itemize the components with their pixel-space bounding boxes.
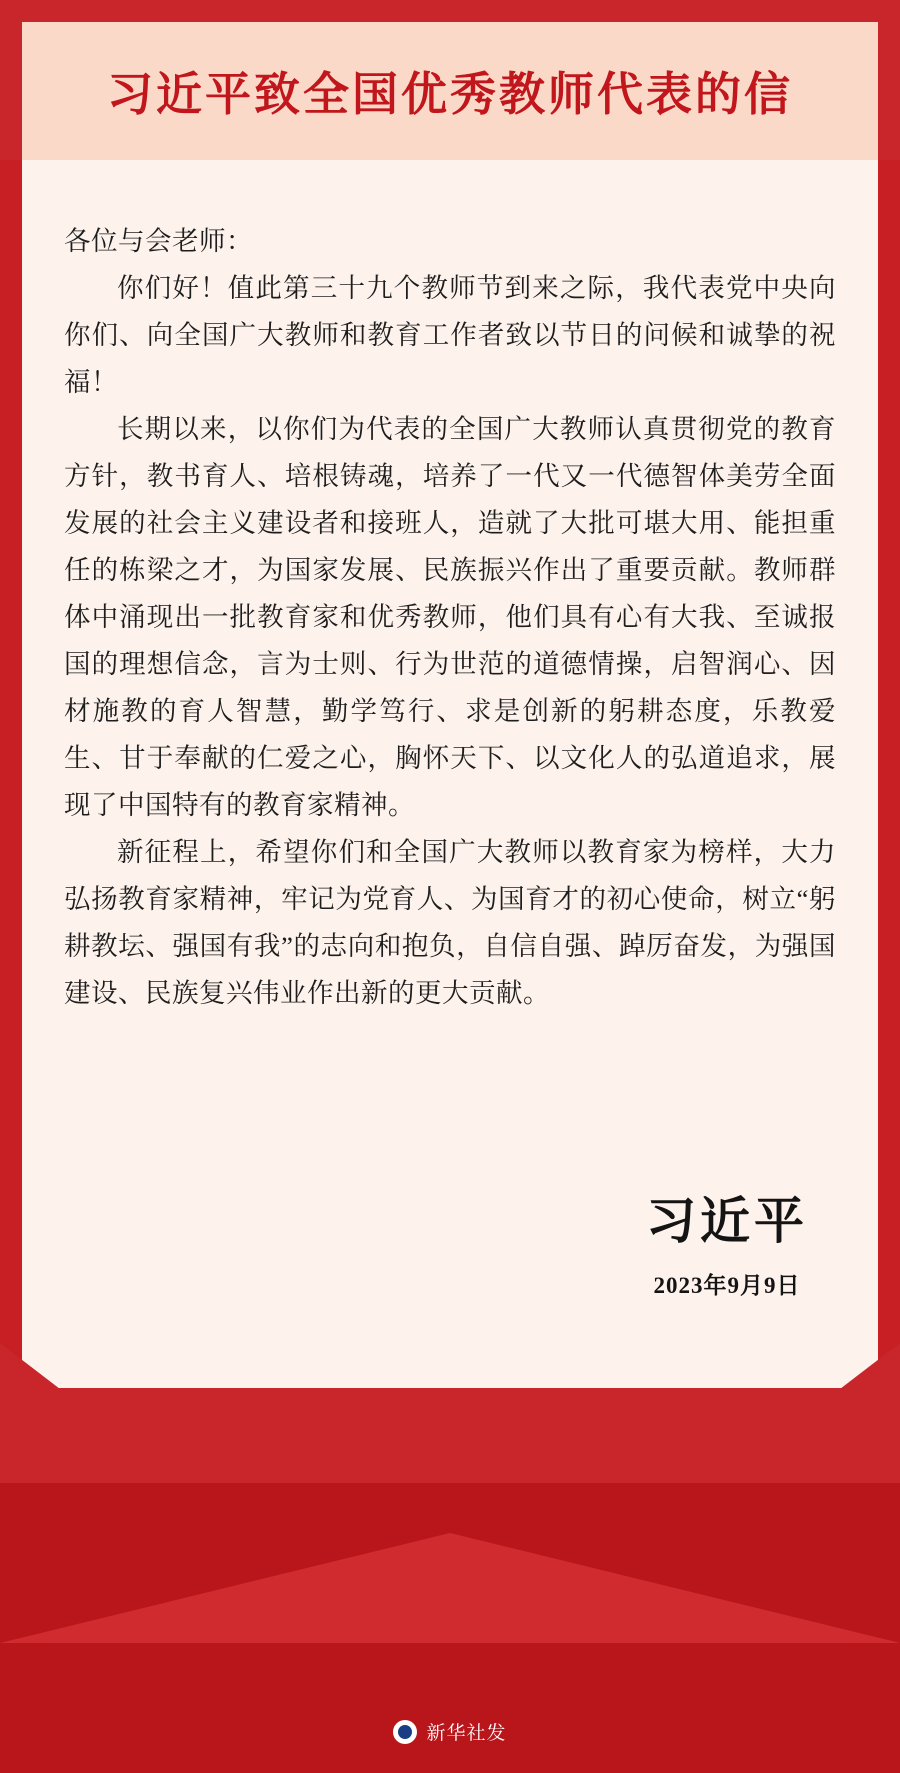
letter-paragraph-1: 你们好！值此第三十九个教师节到来之际，我代表党中央向你们、向全国广大教师和教育工作者致以节日的问候和诚挚的祝福！ (64, 273, 836, 397)
letter-body (64, 218, 836, 1017)
envelope-flap-bottom-chevron (0, 1533, 900, 1643)
signature-date: 2023年9月9日 (653, 1273, 801, 1298)
xinhua-logo-icon (393, 1720, 417, 1744)
title-band (22, 22, 878, 160)
footer-credit-label: 新华社发 (426, 1723, 507, 1744)
footer-credit (0, 1718, 900, 1745)
letter-paper (22, 160, 878, 1390)
signature: 习近平 (646, 1193, 808, 1249)
signature-block (646, 1181, 808, 1300)
letter-paragraph-3: 新征程上，希望你们和全国广大教师以教育家为榜样，大力弘扬教育家精神，牢记为党育人、为国育才的初心使命，树立“躬耕教坛、强国有我”的志向和抱负，自信自强、踔厉奋发，为强国建设、民族复兴伟业作出新的更大贡献。 (64, 837, 836, 1008)
letter-paragraph-2: 长期以来，以你们为代表的全国广大教师认真贯彻党的教育方针，教书育人、培根铸魂，培养了一代又一代德智体美劳全面发展的社会主义建设者和接班人，造就了大批可堪大用、能担重任的栋梁之才，为国家发展、民族振兴作出了重要贡献。教师群体中涌现出一批教育家和优秀教师，他们具有心有大我、至诚报国的理想信念，言为士则、行为世范的道德情操，启智润心、因材施教的育人智慧，勤学笃行、求是创新的躬耕态度，乐教爱生、甘于奉献的仁爱之心，胸怀天下、以文化人的弘道追求，展现了中国特有的教育家精神。 (64, 414, 836, 820)
letter-salutation: 各位与会老师： (64, 226, 253, 256)
page-title: 习近平致全国优秀教师代表的信 (107, 69, 793, 120)
